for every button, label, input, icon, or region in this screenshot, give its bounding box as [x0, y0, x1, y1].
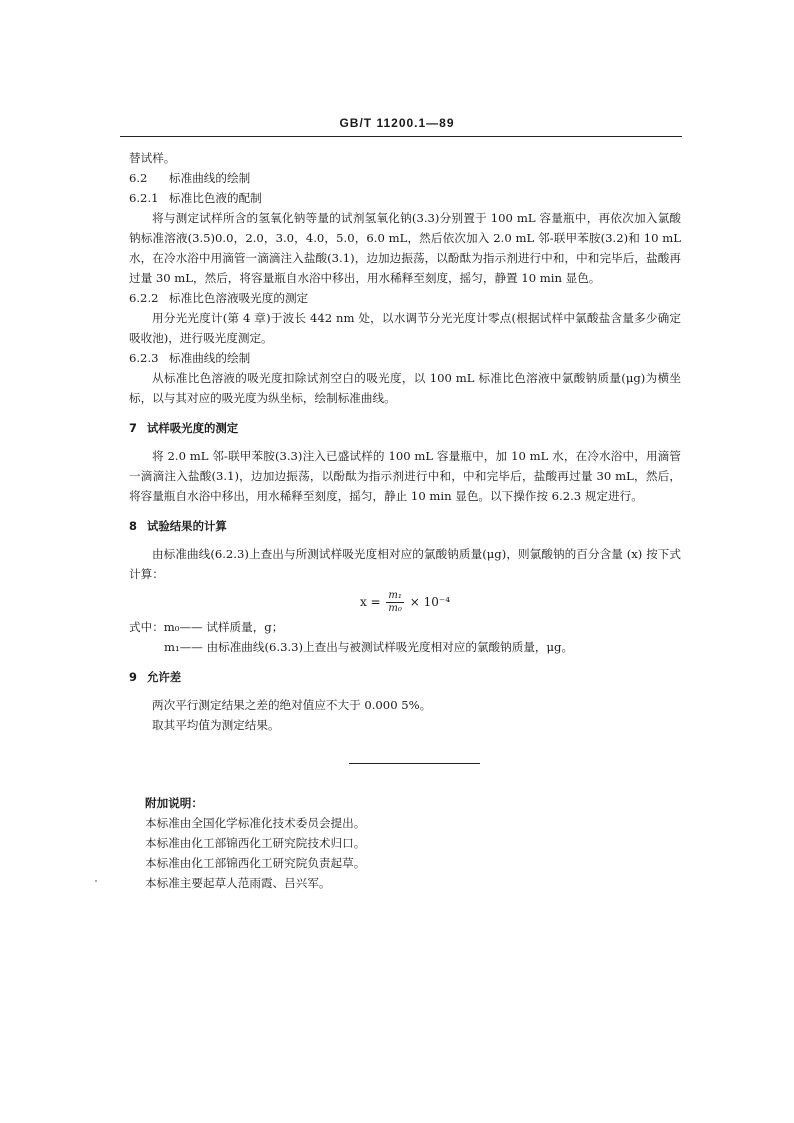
section-9-heading	[129, 667, 681, 687]
scan-speck	[95, 880, 97, 882]
section-title: 标准比色液的配制	[169, 191, 262, 205]
formula-fraction	[386, 590, 404, 615]
notes-line: 本标准由化工部锦西化工研究院负责起草。	[145, 856, 366, 870]
formula	[129, 590, 681, 615]
legend-symbol: m₀	[163, 620, 180, 634]
section-title: 试样吸光度的测定	[147, 421, 239, 435]
section-title: 标准曲线的绘制	[169, 351, 251, 365]
header-rule	[120, 136, 682, 137]
section-title: 允许差	[147, 670, 182, 684]
formula-numerator: m₁	[388, 590, 402, 601]
section-6-2-heading	[129, 168, 681, 188]
notes-title: 附加说明：	[145, 796, 203, 810]
section-7-heading	[129, 418, 681, 438]
document-body	[129, 148, 681, 735]
section-number: 6.2.3	[129, 351, 159, 365]
formula-rhs: × 10⁻⁴	[409, 595, 451, 609]
end-separator	[349, 763, 480, 764]
formula-lhs: x =	[359, 595, 381, 609]
additional-notes	[145, 793, 365, 893]
section-6-2-3-body: 从标准比色溶液的吸光度扣除试剂空白的吸光度，以 100 mL 标准比色溶液中氯酸钠质量(μg)为横坐标，以与其对应的吸光度为纵坐标，绘制标准曲线。	[129, 371, 681, 405]
document-header: GB/T 11200.1—89	[339, 116, 455, 130]
notes-line: 本标准由化工部锦西化工研究院技术归口。	[145, 836, 366, 850]
notes-line: 本标准由全国化学标准化技术委员会提出。	[145, 816, 366, 830]
section-title: 标准比色溶液吸光度的测定	[169, 291, 309, 305]
legend-row	[129, 637, 681, 657]
section-number: 6.2.2	[129, 291, 159, 305]
section-title: 标准曲线的绘制	[169, 171, 251, 185]
formula-denominator: m₀	[388, 603, 402, 614]
section-number: 6.2	[129, 171, 148, 185]
section-number: 8	[129, 519, 137, 533]
section-6-2-1-heading	[129, 188, 681, 208]
section-7-body: 将 2.0 mL 邻-联甲苯胺(3.3)注入已盛试样的 100 mL 容量瓶中，加 10 mL 水，在冷水浴中，用滴管一滴滴注入盐酸(3.1)，边加边振荡，以酚酞为指示剂进行中和，中和完毕后，盐酸再过量 30 mL，然后，将容量瓶自水浴中移出，用水稀释至刻度，摇匀，静止 10 min 显色。以下操作按 6.2.3 规定进行。	[129, 449, 681, 503]
section-number: 6.2.1	[129, 191, 159, 205]
section-9-line: 取其平均值为测定结果。	[152, 718, 280, 732]
section-6-2-1-body: 将与测定试样所含的氢氧化钠等量的试剂氢氧化钠(3.3)分别置于 100 mL 容量瓶中，再依次加入氯酸钠标准溶液(3.5)0.0，2.0，3.0，4.0，5.0，6.0 mL，然后依次加入 2.0 mL 邻-联甲苯胺(3.2)和 10 mL 水，在冷水浴中用滴管一滴滴注入盐酸(3.1)，边加边振荡，以酚酞为指示剂进行中和，中和完毕后，盐酸再过量 30 mL，然后，将容量瓶自水浴中移出，用水稀释至刻度，摇匀，静置 10 min 显色。	[129, 211, 681, 285]
section-6-2-2-heading	[129, 288, 681, 308]
continued-text: 替试样。	[129, 151, 176, 165]
section-6-2-2-body: 用分光光度计(第 4 章)于波长 442 nm 处，以水调节分光光度计零点(根据试样中氯酸盐含量多少确定吸收池)，进行吸光度测定。	[129, 311, 681, 345]
legend-description: —— 由标准曲线(6.3.3)上查出与被测试样吸光度相对应的氯酸钠质量，μg。	[179, 640, 574, 654]
section-number: 9	[129, 670, 137, 684]
formula-legend	[129, 617, 681, 657]
section-6-2-3-heading	[129, 348, 681, 368]
legend-row	[129, 617, 681, 637]
section-title: 试验结果的计算	[147, 519, 227, 533]
legend-label: 式中：	[129, 620, 164, 634]
section-8-body: 由标准曲线(6.2.3)上查出与所测试样吸光度相对应的氯酸钠质量(μg)，则氯酸钠的百分含量 (x) 按下式计算：	[129, 547, 681, 581]
section-8-heading	[129, 516, 681, 536]
notes-line: 本标准主要起草人范雨霞、吕兴军。	[145, 876, 331, 890]
section-9-line: 两次平行测定结果之差的绝对值应不大于 0.000 5%。	[152, 698, 432, 712]
legend-symbol: m₁	[164, 640, 180, 654]
section-number: 7	[129, 421, 137, 435]
legend-description: —— 试样质量，g；	[179, 620, 284, 634]
